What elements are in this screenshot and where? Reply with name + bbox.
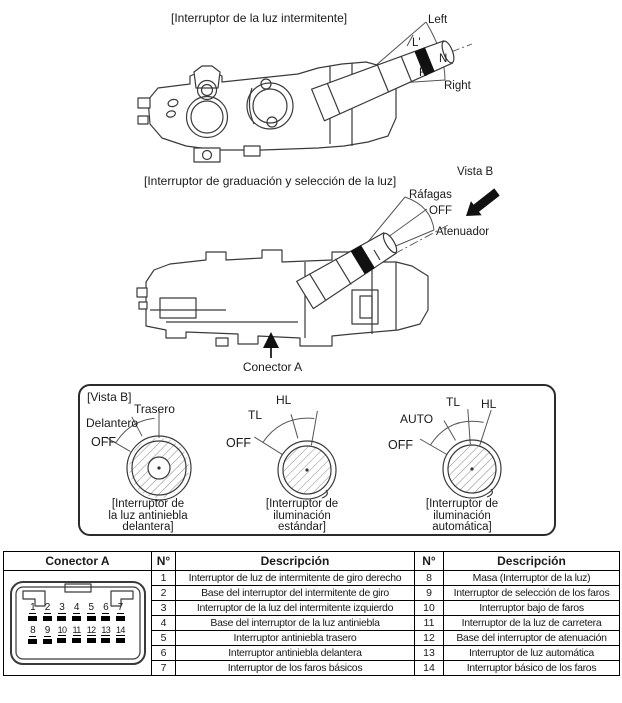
caption-line: delantera] bbox=[122, 521, 174, 533]
header-desc-right: Descripción bbox=[444, 552, 620, 571]
pin-row-bottom bbox=[26, 624, 128, 644]
vista-b-arrow-icon bbox=[466, 188, 500, 216]
label-right: Right bbox=[444, 80, 471, 92]
pin-number: 9 bbox=[44, 625, 51, 636]
turn-signal-lever-drawing bbox=[0, 0, 622, 172]
pin-num-cell: 8 bbox=[415, 571, 444, 586]
pin bbox=[55, 601, 70, 621]
caption-line: [Interruptor de bbox=[265, 498, 339, 510]
pin-desc-cell: Base del interruptor de la luz antiniebla bbox=[176, 616, 415, 631]
pin bbox=[26, 624, 41, 644]
caption-line: estándar] bbox=[278, 521, 326, 533]
pin-num-cell: 12 bbox=[415, 631, 444, 646]
label-tl-k2: TL bbox=[248, 408, 263, 422]
pin bbox=[69, 601, 84, 621]
caption-line: [Interruptor de bbox=[111, 498, 185, 510]
pin-desc-cell: Interruptor básico de los faros bbox=[444, 661, 620, 676]
label-off-k1: OFF bbox=[91, 435, 116, 449]
pin bbox=[98, 624, 113, 644]
pin-contact bbox=[43, 616, 52, 621]
pin-number: 1 bbox=[30, 602, 36, 613]
pin-contact bbox=[28, 639, 37, 644]
pin-desc-cell: Interruptor antiniebla trasero bbox=[176, 631, 415, 646]
pin-contact bbox=[101, 616, 110, 621]
pin-contact bbox=[57, 638, 66, 643]
label-off-k2: OFF bbox=[226, 436, 251, 450]
caption-line: la luz antiniebla bbox=[108, 509, 188, 522]
pin-contact bbox=[101, 638, 110, 643]
pin bbox=[113, 624, 128, 644]
caption-front-fog bbox=[93, 499, 203, 534]
pin-contact bbox=[87, 616, 96, 621]
vista-b-callout: Vista B bbox=[457, 166, 494, 178]
pin-desc-cell: Masa (Interruptor de la luz) bbox=[444, 571, 620, 586]
pin-contact bbox=[72, 638, 81, 643]
pin-contact bbox=[57, 616, 66, 621]
pin-num-cell: 3 bbox=[152, 601, 176, 616]
turn-signal-section-title: [Interruptor de la luz intermitente] bbox=[171, 11, 348, 25]
label-off-k3: OFF bbox=[388, 438, 413, 452]
header-num-left: N° bbox=[152, 552, 176, 571]
pin-contact bbox=[116, 638, 125, 643]
caption-line: iluminación bbox=[273, 509, 331, 522]
pin-num-cell: 5 bbox=[152, 631, 176, 646]
dimmer-lever-drawing bbox=[0, 172, 622, 384]
label-l-prime: L' bbox=[412, 37, 421, 49]
pin bbox=[84, 601, 99, 621]
pin-number: 8 bbox=[30, 625, 36, 636]
pin-desc-cell: Base del interruptor de atenuación bbox=[444, 631, 620, 646]
label-n: N bbox=[439, 53, 448, 65]
dimmer-section-title: [Interruptor de graduación y selección de la luz] bbox=[144, 174, 397, 188]
pin-desc-cell: Interruptor de la luz del intermitente izquierdo bbox=[176, 601, 415, 616]
pin-num-cell: 9 bbox=[415, 586, 444, 601]
knob-standard-light bbox=[254, 411, 336, 499]
pin-contact bbox=[87, 638, 96, 643]
pin bbox=[40, 601, 55, 621]
label-tl-k3: TL bbox=[446, 395, 461, 409]
header-num-right: N° bbox=[415, 552, 444, 571]
pin-contact bbox=[43, 639, 52, 644]
pin-desc-cell: Interruptor bajo de faros bbox=[444, 601, 620, 616]
pin-number: 6 bbox=[103, 602, 109, 613]
pin bbox=[69, 624, 84, 644]
pin-desc-cell: Interruptor de los faros básicos bbox=[176, 661, 415, 676]
pin-desc-cell: Interruptor antiniebla delantera bbox=[176, 646, 415, 661]
pin-number: 7 bbox=[117, 602, 124, 613]
pin-desc-cell: Base del interruptor del intermitente de giro bbox=[176, 586, 415, 601]
pin bbox=[55, 624, 70, 644]
pin bbox=[113, 601, 128, 621]
pin-number: 13 bbox=[101, 625, 111, 635]
switch-housing-2 bbox=[137, 250, 428, 346]
label-auto-k3: AUTO bbox=[400, 412, 434, 426]
caption-line: iluminación bbox=[433, 509, 491, 522]
vista-b-box-title: [Vista B] bbox=[87, 390, 132, 404]
pin-desc-cell: Interruptor de luz de intermitente de giro derecho bbox=[176, 571, 415, 586]
pin bbox=[40, 624, 55, 644]
pin-row-top bbox=[26, 601, 128, 621]
label-left: Left bbox=[428, 14, 448, 26]
connector-a-drawing bbox=[9, 574, 147, 672]
label-r-prime: R' bbox=[419, 67, 430, 79]
label-rafagas: Ráfagas bbox=[409, 189, 452, 201]
pin-number: 10 bbox=[57, 625, 67, 635]
caption-line: automática] bbox=[432, 521, 492, 533]
label-delantero: Delantero bbox=[86, 416, 139, 430]
connector-pinout-table bbox=[3, 551, 620, 676]
pin-num-cell: 13 bbox=[415, 646, 444, 661]
pin bbox=[84, 624, 99, 644]
conector-a-callout: Conector A bbox=[242, 360, 303, 374]
vista-b-detail-box bbox=[78, 384, 556, 536]
pin-number: 2 bbox=[44, 602, 51, 613]
pin-num-cell: 6 bbox=[152, 646, 176, 661]
pin-num-cell: 7 bbox=[152, 661, 176, 676]
pin-number: 12 bbox=[86, 625, 96, 635]
pin-num-cell: 10 bbox=[415, 601, 444, 616]
connector-outline bbox=[9, 574, 147, 672]
label-atenuador: Atenuador bbox=[436, 226, 490, 238]
pin-desc-cell: Interruptor de selección de los faros bbox=[444, 586, 620, 601]
pin-num-cell: 14 bbox=[415, 661, 444, 676]
pin-num-cell: 1 bbox=[152, 571, 176, 586]
pin-number: 11 bbox=[72, 625, 81, 635]
header-desc-left: Descripción bbox=[176, 552, 415, 571]
pin-contact bbox=[116, 616, 125, 621]
pin-desc-cell: Interruptor de la luz de carretera bbox=[444, 616, 620, 631]
pin-contact bbox=[28, 616, 37, 621]
pin bbox=[26, 601, 41, 621]
connector-diagram-cell bbox=[4, 571, 152, 676]
label-hl-k2: HL bbox=[276, 393, 292, 407]
pin-num-cell: 4 bbox=[152, 616, 176, 631]
caption-line: [Interruptor de bbox=[425, 498, 499, 510]
pin-num-cell: 2 bbox=[152, 586, 176, 601]
label-trasero: Trasero bbox=[134, 402, 175, 416]
pin-contact bbox=[72, 616, 81, 621]
pin-number: 4 bbox=[73, 602, 80, 613]
header-conector-a: Conector A bbox=[4, 552, 152, 571]
caption-auto-light bbox=[407, 499, 517, 534]
caption-standard-light bbox=[247, 499, 357, 534]
label-hl-k3: HL bbox=[481, 397, 497, 411]
pin-number: 3 bbox=[59, 602, 65, 613]
pin bbox=[98, 601, 113, 621]
pin-number: 14 bbox=[115, 625, 125, 635]
pin-number: 5 bbox=[88, 602, 94, 613]
pin-desc-cell: Interruptor de luz automática bbox=[444, 646, 620, 661]
table-row bbox=[4, 571, 620, 586]
table-header-row bbox=[4, 552, 620, 571]
label-off-stalk: OFF bbox=[429, 205, 452, 217]
pin-num-cell: 11 bbox=[415, 616, 444, 631]
